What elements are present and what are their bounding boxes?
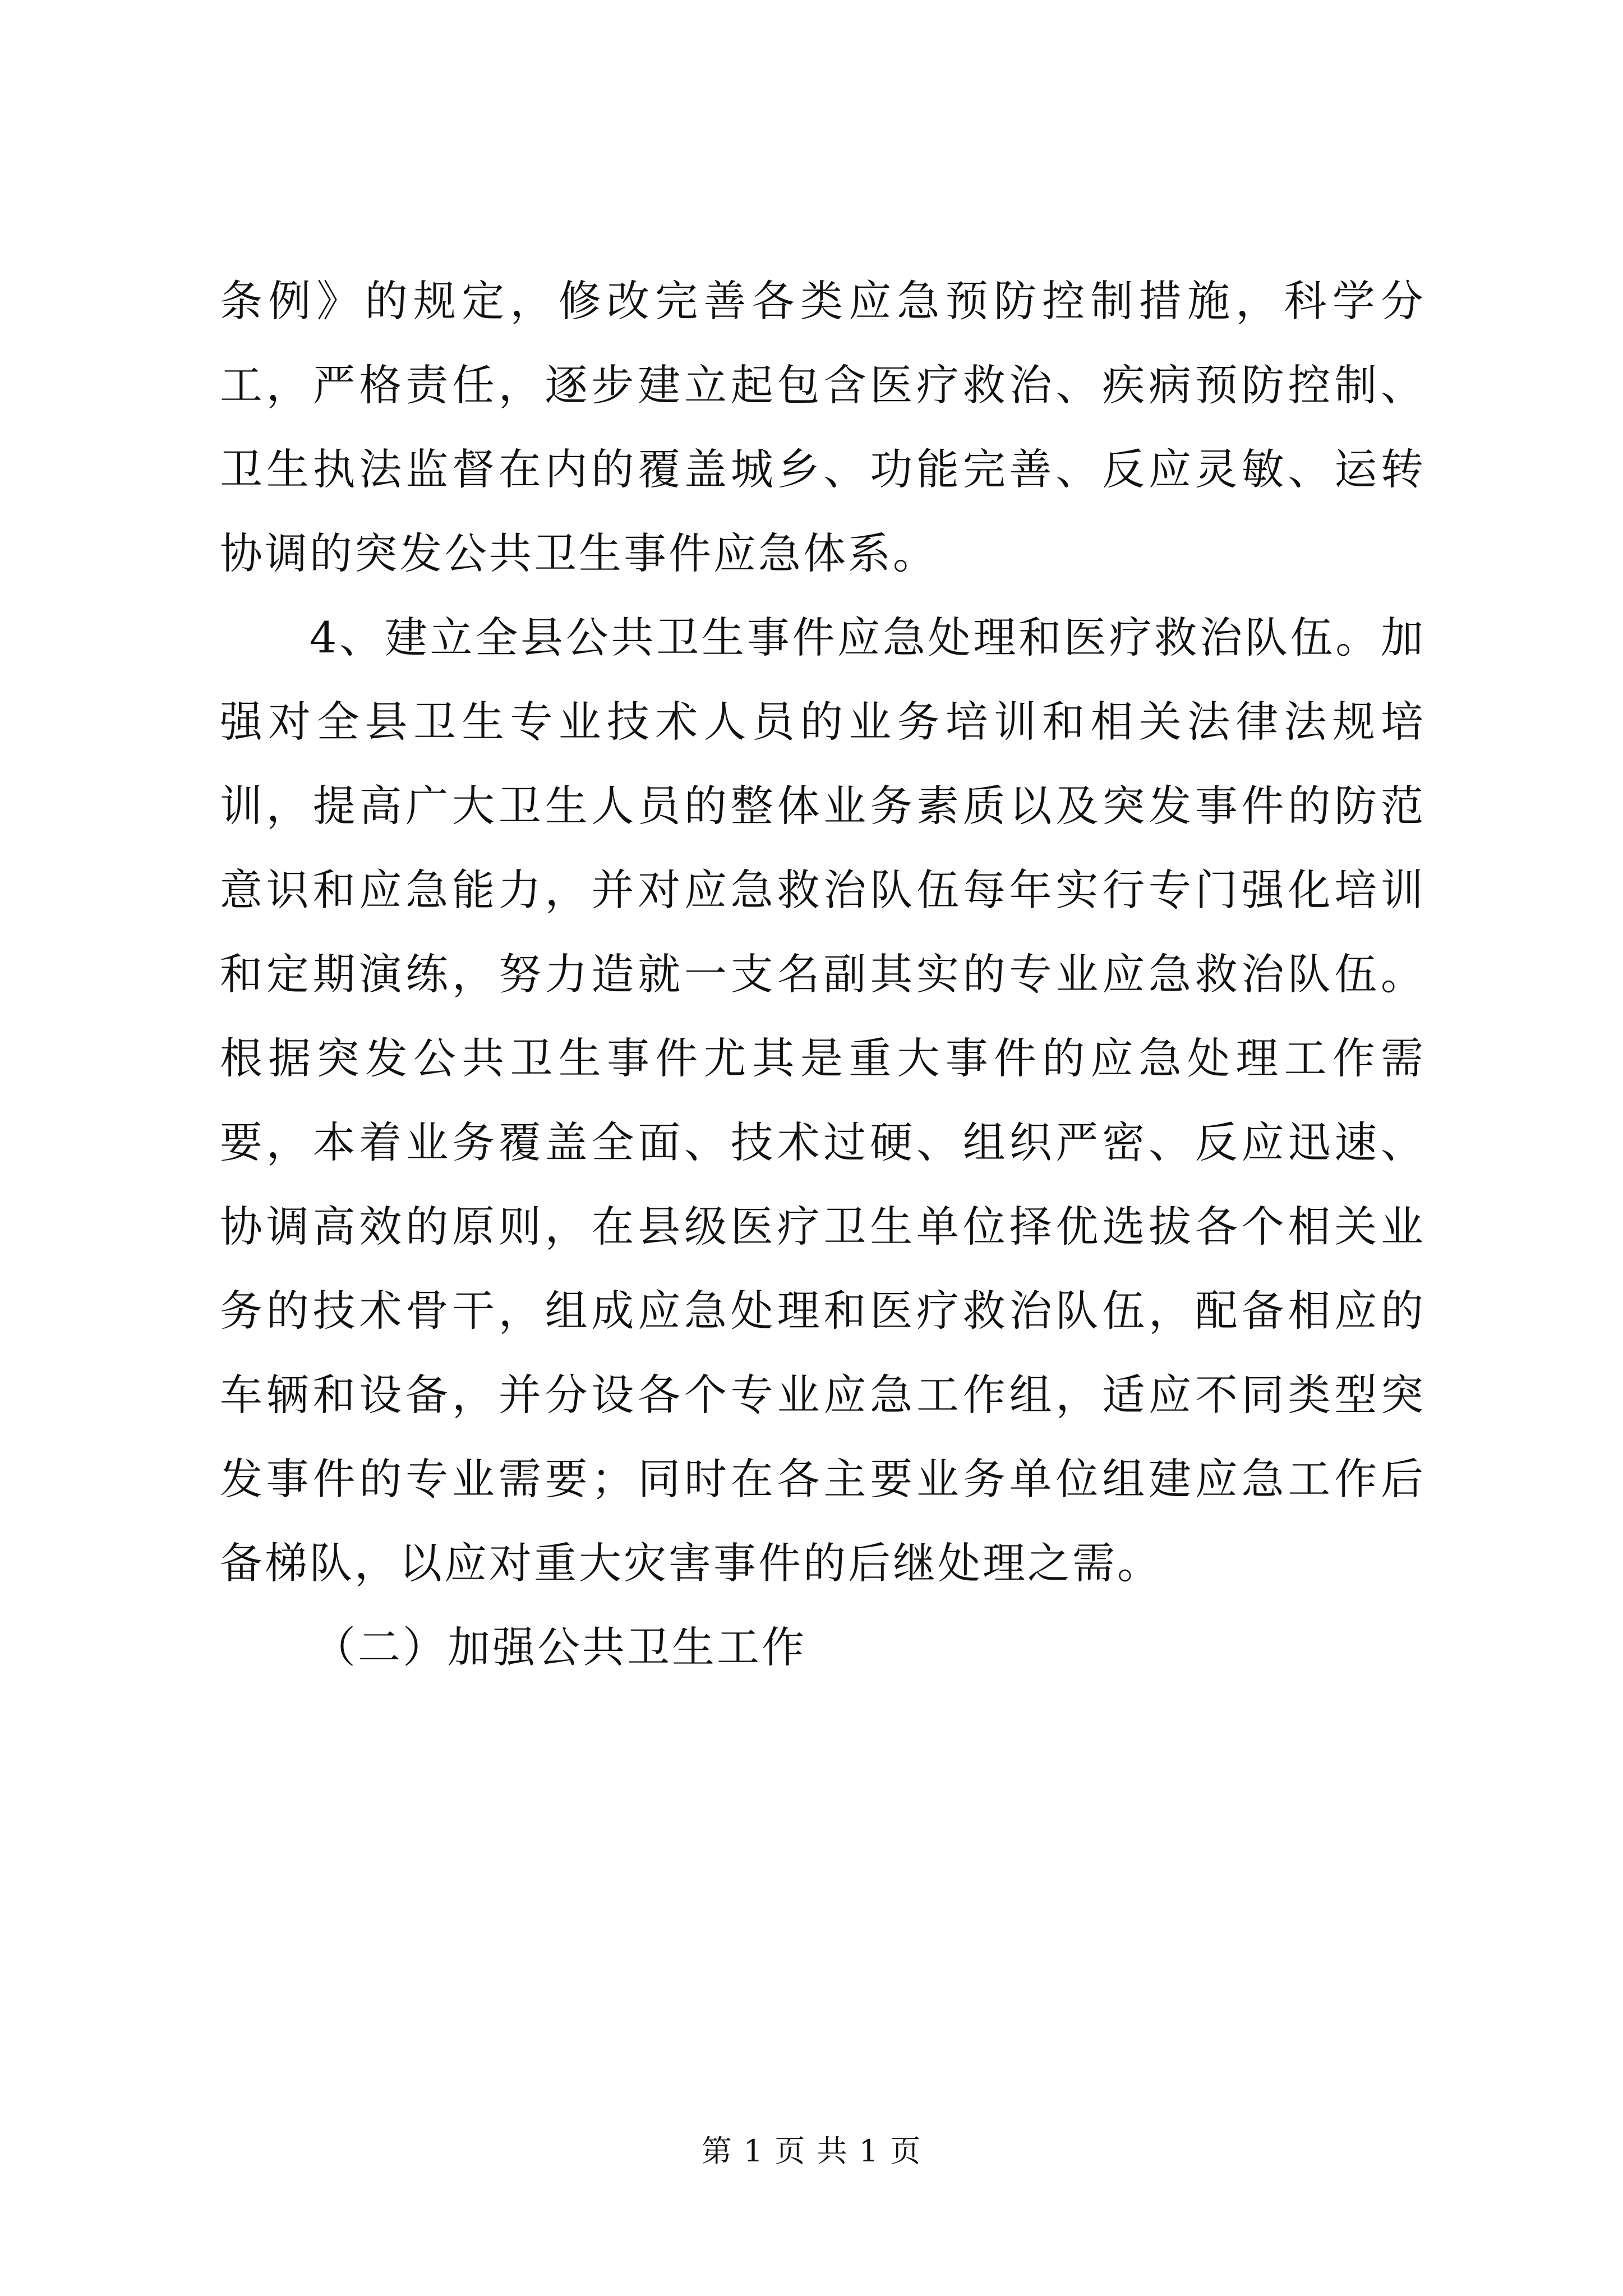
paragraph-continued: 条例》的规定，修改完善各类应急预防控制措施，科学分工，严格责任，逐步建立起包含医疗救治、疾病预防控制、卫生执法监督在内的覆盖城乡、功能完善、反应灵敏、运转协调的突发公共卫生事件应急体系。 bbox=[220, 276, 1426, 578]
page-footer: 第 1 页 共 1 页 bbox=[701, 2133, 922, 2169]
section-heading: （二）加强公共卫生工作 bbox=[313, 1622, 806, 1672]
paragraph-item-4: 4、建立全县公共卫生事件应急处理和医疗救治队伍。加强对全县卫生专业技术人员的业务培训和相关法律法规培训，提高广大卫生人员的整体业务素质以及突发事件的防范意识和应急能力，并对应急救治队伍每年实行专门强化培训和定期演练，努力造就一支名副其实的专业应急救治队伍。根据突发公共卫生事件尤其是重大事件的应急处理工作需要，本着业务覆盖全面、技术过硬、组织严密、反应迅速、协调高效的原则，在县级医疗卫生单位择优选拔各个相关业务的技术骨干，组成应急处理和医疗救治队伍，配备相应的车辆和设备，并分设各个专业应急工作组，适应不同类型突发事件的专业需要；同时在各主要业务单位组建应急工作后备梯队，以应对重大灾害事件的后继处理之需。 bbox=[220, 613, 1426, 1588]
document-body bbox=[220, 259, 1426, 1690]
